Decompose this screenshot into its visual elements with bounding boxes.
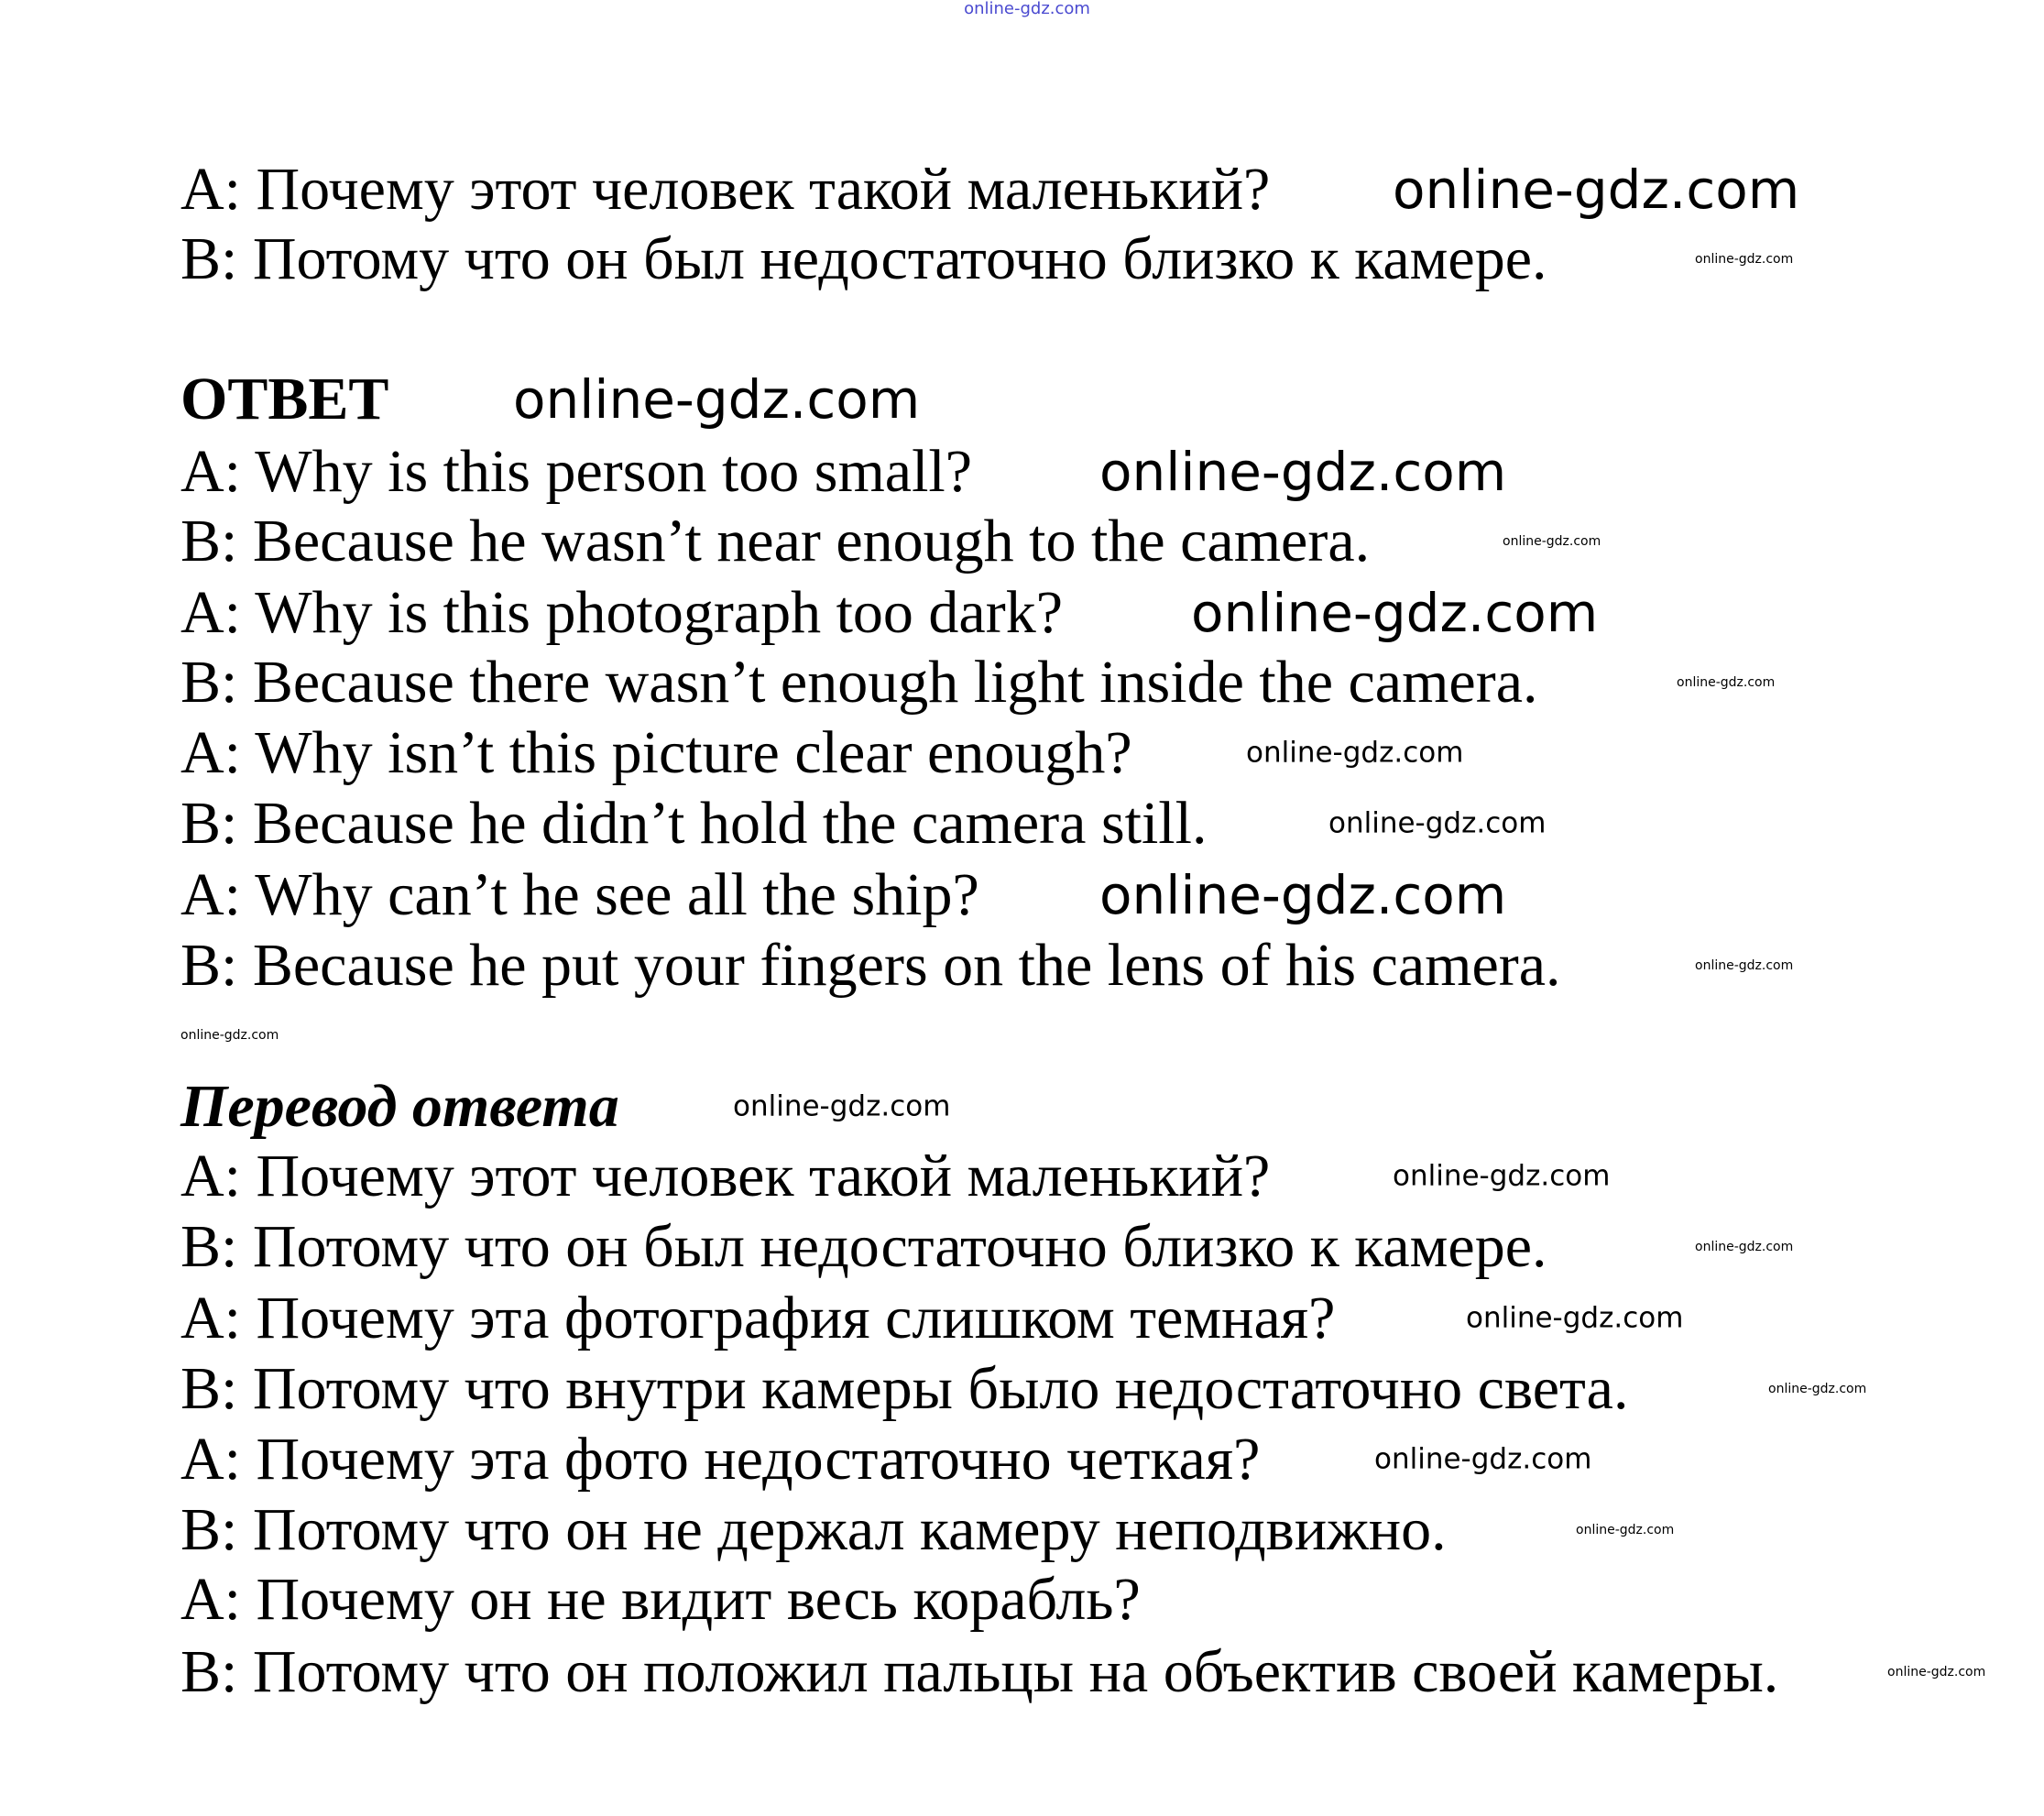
- answer-line: A: Why can’t he see all the ship?: [180, 861, 979, 928]
- answer-line: B: Because he wasn’t near enough to the camera.: [180, 508, 1371, 574]
- watermark: online-gdz.com: [1246, 736, 1464, 770]
- watermark: online-gdz.com: [1466, 1301, 1684, 1335]
- watermark: online-gdz.com: [1374, 1442, 1592, 1476]
- watermark: online-gdz.com: [1099, 441, 1507, 503]
- watermark: online-gdz.com: [1768, 1382, 1867, 1396]
- watermark: online-gdz.com: [513, 368, 921, 431]
- watermark: online-gdz.com: [1393, 1159, 1611, 1193]
- answer-line: B: Because he didn’t hold the camera still.: [180, 790, 1208, 857]
- watermark: online-gdz.com: [1191, 582, 1599, 644]
- watermark: online-gdz.com: [1695, 252, 1794, 267]
- translation-line: B: Потому что он был недостаточно близко к камере.: [180, 1213, 1547, 1280]
- watermark: online-gdz.com: [1393, 159, 1800, 221]
- translation-line: B: Потому что внутри камеры было недостаточно света.: [180, 1355, 1629, 1422]
- translation-line: A: Почему эта фотография слишком темная?: [180, 1285, 1336, 1351]
- watermark: online-gdz.com: [180, 1028, 279, 1043]
- translation-heading: Перевод ответа: [180, 1073, 619, 1140]
- watermark: online-gdz.com: [964, 0, 1090, 18]
- translation-line: A: Почему он не видит весь корабль?: [180, 1566, 1141, 1633]
- watermark: online-gdz.com: [1677, 675, 1776, 690]
- watermark: online-gdz.com: [733, 1089, 951, 1123]
- watermark: online-gdz.com: [1503, 534, 1601, 549]
- intro-line: A: Почему этот человек такой маленький?: [180, 156, 1271, 223]
- answer-line: A: Why isn’t this picture clear enough?: [180, 719, 1132, 786]
- watermark: online-gdz.com: [1887, 1665, 1986, 1679]
- answer-line: B: Because there wasn’t enough light inside the camera.: [180, 649, 1538, 716]
- watermark: online-gdz.com: [1328, 806, 1547, 840]
- watermark: online-gdz.com: [1695, 1240, 1794, 1254]
- translation-line: B: Потому что он положил пальцы на объектив своей камеры.: [180, 1638, 1779, 1705]
- answer-line: B: Because he put your fingers on the lens of his camera.: [180, 932, 1561, 999]
- watermark: online-gdz.com: [1099, 864, 1507, 926]
- intro-line: B: Потому что он был недостаточно близко к камере.: [180, 225, 1547, 292]
- translation-line: A: Почему этот человек такой маленький?: [180, 1143, 1271, 1209]
- translation-line: B: Потому что он не держал камеру неподвижно.: [180, 1496, 1447, 1563]
- watermark: online-gdz.com: [1576, 1523, 1675, 1537]
- answer-line: A: Why is this person too small?: [180, 438, 973, 505]
- answer-line: A: Why is this photograph too dark?: [180, 579, 1063, 646]
- translation-line: A: Почему эта фото недостаточно четкая?: [180, 1426, 1261, 1493]
- answer-heading: ОТВЕТ: [180, 366, 389, 432]
- watermark: online-gdz.com: [1695, 958, 1794, 973]
